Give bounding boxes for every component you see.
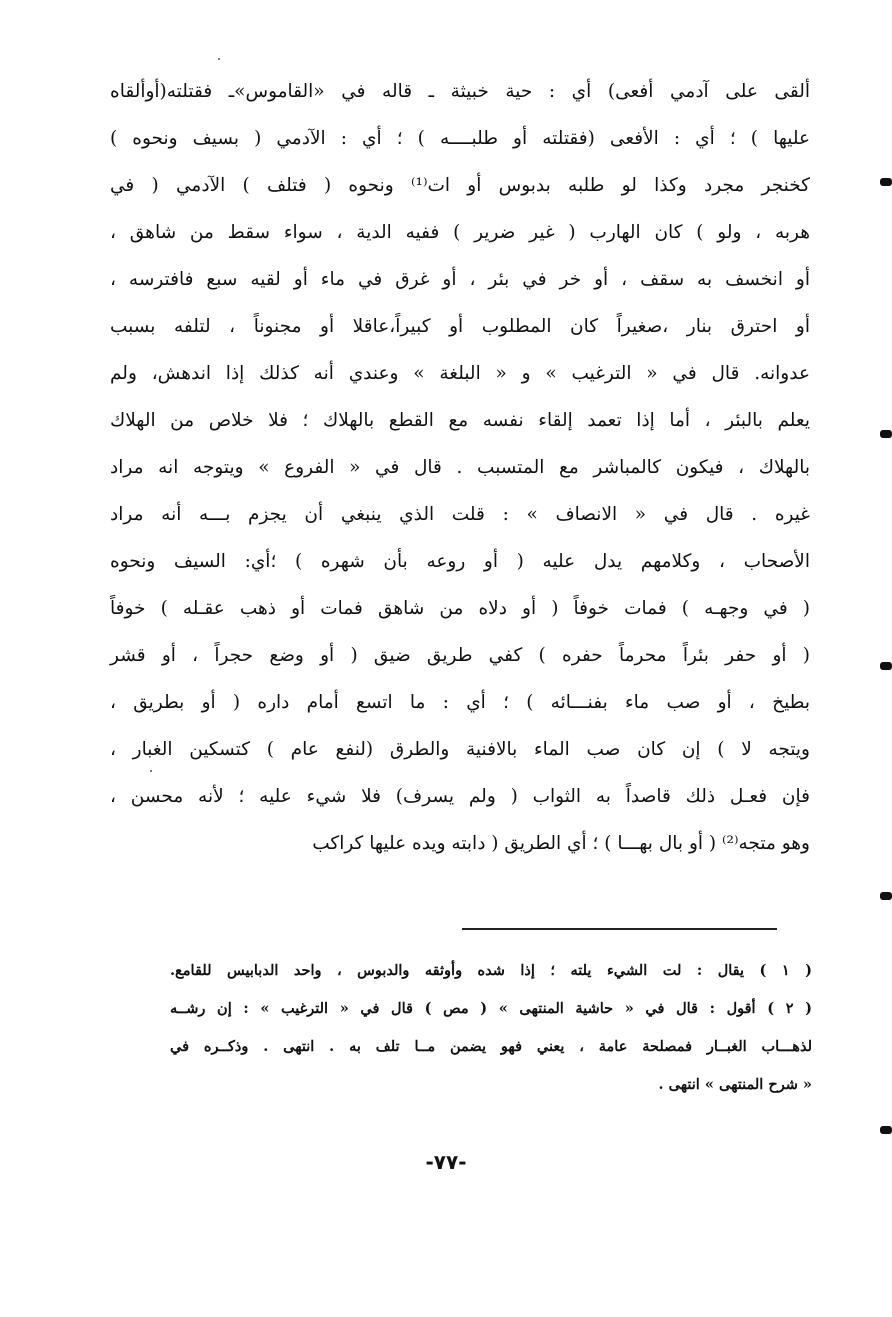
main-body-text [110,68,810,867]
footnote-line: ( ١ ) يقال : لت الشيء يلته ؛ إذا شده وأوثقه والدبوس ، واحد الدبابيس للقامع. [170,962,812,979]
text-line: يعلم بالبئر ، أما إذا تعمد إلقاء نفسه مع القطع بالهلاك ؛ فلا خلاص من الهلاك [110,410,810,431]
text-line: ألقى على آدمي أفعى) أي : حية خبيثة ـ قاله في «القاموس»ـ فقتلته(أوألقاه [110,81,810,102]
text-line: غيره . قال في « الانصاف » : قلت الذي ينبغي أن يجزم بـــه أنه مراد [110,504,810,525]
text-line: الأصحاب ، وكلامهم يدل عليه ( أو روعه بأن شهره ) ؛أي: السيف ونحوه [110,551,810,572]
binding-mark [880,1126,892,1134]
scan-speck [150,770,152,772]
text-line: ( أو حفر بئراً محرماً حفره ) كفي طريق ضيق ( أو وضع حجراً ، أو قشر [110,645,810,666]
binding-mark [880,178,892,186]
binding-mark [880,430,892,438]
scan-speck [218,58,220,60]
text-line: أو انخسف به سقف ، أو خر في بئر ، أو غرق في ماء أو لقيه سبع فافترسه ، [110,269,810,290]
text-line: ( في وجهـه ) فمات خوفاً ( أو دلاه من شاهق فمات أو ذهب عقـله ) خوفاً [110,598,810,619]
text-line: هربه ، ولو ) كان الهارب ( غير ضرير ) ففيه الدية ، سواء سقط من شاهق ، [110,222,810,243]
footnote-separator [462,928,777,930]
footnote-line: لذهـــاب الغبــار فمصلحة عامة ، يعني فهو يضمن مــا تلف به . انتهى . وذكــره في [170,1038,812,1055]
text-line: أو احترق بنار ،صغيراً كان المطلوب أو كبيراً،عاقلا أو مجنوناً ، لتلفه بسبب [110,316,810,337]
text-line: ويتجه لا ) إن كان صب الماء بالافنية والطرق (لنفع عام ) كتسكين الغبار ، [110,739,810,760]
text-line: بطيخ ، أو صب ماء بفنـــائه ) ؛ أي : ما اتسع أمام داره ( أو بطريق ، [110,692,810,713]
text-line: وهو متجه⁽²⁾ ( أو بال بهـــا ) ؛ أي الطريق ( دابته ويده عليها كراكب [312,833,810,854]
text-line: عليها ) ؛ أي : الأفعى (فقتلته أو طلبــــه ) ؛ أي : الآدمي ( بسيف ونحوه ) [110,128,810,149]
footnote-line: ( ٢ ) أقول : قال في « حاشية المنتهى » ( مص ) قال في « الترغيب » : إن رشــه [170,1000,812,1017]
page-number: -٧٧- [425,1150,467,1174]
binding-mark [880,662,892,670]
text-line: كخنجر مجرد وكذا لو طلبه بدبوس أو ات⁽¹⁾ ونحوه ( فتلف ) الآدمي ( في [110,175,810,196]
text-line: عدوانه. قال في « الترغيب » و « البلغة » وعندي أنه كذلك إذا اندهش، ولم [110,363,810,384]
text-line: فإن فعـل ذلك قاصداً به الثواب ( ولم يسرف) فلا شيء عليه ؛ لأنه محسن ، [110,786,810,807]
footnote-line: « شرح المنتهى » انتهى . [658,1076,812,1093]
binding-mark [880,892,892,900]
footnotes [170,952,812,1104]
text-line: بالهلاك ، فيكون كالمباشر مع المتسبب . قال في « الفروع » ويتوجه انه مراد [110,457,810,478]
